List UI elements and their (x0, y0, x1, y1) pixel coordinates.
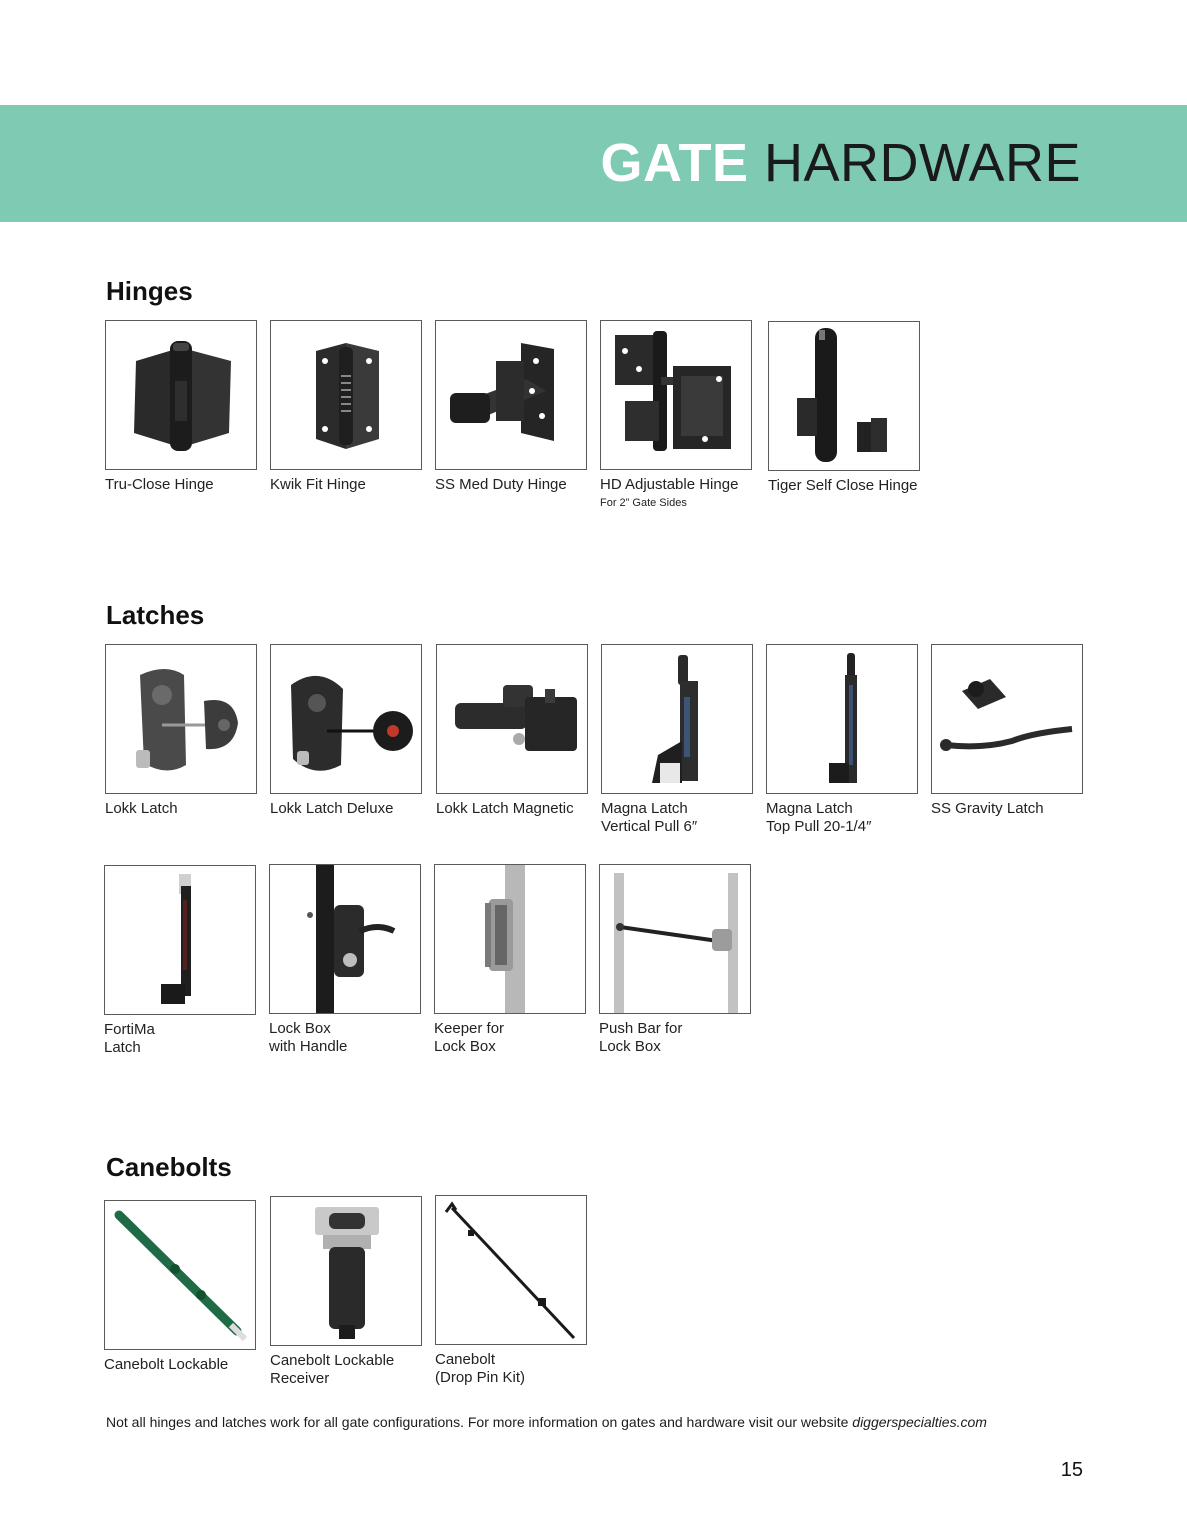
section-title-canebolts: Canebolts (106, 1152, 232, 1182)
product-magna-latch-vertical[interactable] (601, 644, 753, 836)
product-caption-line2: (Drop Pin Kit) (435, 1369, 526, 1386)
product-caption-line1: Push Bar for (599, 1020, 683, 1037)
tru-close-hinge-icon (106, 321, 256, 469)
footnote-text: Not all hinges and latches work for all gate configurations. For more information on gates and hardware visit our website (106, 1414, 849, 1430)
lock-box-icon (270, 865, 420, 1013)
keeper-icon (435, 865, 585, 1013)
product-canebolt-drop-pin-kit[interactable] (435, 1195, 587, 1387)
tiger-self-close-hinge-icon (769, 322, 919, 470)
product-image (436, 644, 588, 794)
title-light: HARDWARE (763, 133, 1081, 193)
kwik-fit-hinge-icon (271, 321, 421, 469)
product-image (269, 864, 421, 1014)
product-canebolt-lockable[interactable] (104, 1200, 256, 1374)
section-title-hinges: Hinges (106, 276, 193, 306)
product-canebolt-lockable-receiver[interactable] (270, 1196, 422, 1388)
product-lokk-latch-magnetic[interactable] (436, 644, 588, 818)
footnote (106, 1414, 987, 1430)
product-image (270, 1196, 422, 1346)
product-hd-adjustable-hinge[interactable] (600, 320, 752, 510)
product-caption-line2: Latch (104, 1039, 141, 1056)
product-lock-box-with-handle[interactable] (269, 864, 421, 1056)
product-image (600, 320, 752, 470)
product-caption-line2: Top Pull 20-1/4″ (766, 818, 872, 835)
product-caption: Lokk Latch Magnetic (436, 800, 574, 817)
product-caption: Lokk Latch Deluxe (270, 800, 394, 817)
product-caption: SS Med Duty Hinge (435, 476, 567, 493)
product-tiger-self-close-hinge[interactable] (768, 321, 920, 495)
product-image (270, 644, 422, 794)
product-caption-line1: Keeper for (434, 1020, 505, 1037)
hd-adjustable-hinge-icon (601, 321, 751, 469)
product-caption-line2: with Handle (269, 1038, 348, 1055)
section-title-latches: Latches (106, 600, 205, 630)
lokk-latch-magnetic-icon (437, 645, 587, 793)
product-image (270, 320, 422, 470)
product-image (104, 1200, 256, 1350)
product-image (435, 1195, 587, 1345)
product-caption-line1: FortiMa (104, 1021, 155, 1038)
product-caption-line2: Vertical Pull 6″ (601, 818, 698, 835)
push-bar-icon (600, 865, 750, 1013)
header-banner (0, 105, 1187, 222)
product-image (766, 644, 918, 794)
product-caption: Kwik Fit Hinge (270, 476, 366, 493)
product-subcaption: For 2” Gate Sides (600, 497, 687, 509)
product-image (105, 320, 257, 470)
website-link[interactable]: diggerspecialties.com (852, 1414, 987, 1430)
product-image (105, 644, 257, 794)
product-image (599, 864, 751, 1014)
product-caption-line2: Receiver (270, 1370, 330, 1387)
product-magna-latch-top-pull[interactable] (766, 644, 918, 836)
product-image (768, 321, 920, 471)
canebolt-lockable-icon (105, 1201, 255, 1349)
product-image (931, 644, 1083, 794)
product-caption-line1: Canebolt Lockable (270, 1352, 395, 1369)
product-caption-line1: Canebolt (435, 1351, 496, 1368)
product-caption: HD Adjustable Hinge (600, 476, 739, 493)
product-lokk-latch[interactable] (105, 644, 257, 818)
product-caption: Tiger Self Close Hinge (768, 477, 918, 494)
product-ss-gravity-latch[interactable] (931, 644, 1083, 818)
product-caption: Tru-Close Hinge (105, 476, 214, 493)
lokk-latch-deluxe-icon (271, 645, 421, 793)
product-caption: Canebolt Lockable (104, 1356, 229, 1373)
product-push-bar-for-lock-box[interactable] (599, 864, 751, 1056)
product-kwik-fit-hinge[interactable] (270, 320, 422, 494)
product-tru-close-hinge[interactable] (105, 320, 257, 494)
product-lokk-latch-deluxe[interactable] (270, 644, 422, 818)
product-caption-line1: Magna Latch (766, 800, 853, 817)
canebolt-receiver-icon (271, 1197, 421, 1345)
page-number: 15 (1060, 1459, 1083, 1481)
product-ss-med-duty-hinge[interactable] (435, 320, 587, 494)
page-title (600, 133, 1081, 193)
product-caption-line2: Lock Box (434, 1038, 496, 1055)
product-image (601, 644, 753, 794)
title-bold: GATE (600, 133, 749, 193)
product-caption: SS Gravity Latch (931, 800, 1044, 817)
ss-med-duty-hinge-icon (436, 321, 586, 469)
product-image (104, 865, 256, 1015)
product-caption-line1: Magna Latch (601, 800, 688, 817)
product-caption-line1: Lock Box (269, 1020, 331, 1037)
product-fortima-latch[interactable] (104, 865, 256, 1057)
gravity-latch-icon (932, 645, 1082, 793)
magna-latch-top-pull-icon (767, 645, 917, 793)
product-caption: Lokk Latch (105, 800, 178, 817)
canebolt-drop-pin-icon (436, 1196, 586, 1344)
product-keeper-for-lock-box[interactable] (434, 864, 586, 1056)
fortima-latch-icon (105, 866, 255, 1014)
lokk-latch-icon (106, 645, 256, 793)
product-image (435, 320, 587, 470)
product-caption-line2: Lock Box (599, 1038, 661, 1055)
magna-latch-vertical-icon (602, 645, 752, 793)
product-image (434, 864, 586, 1014)
